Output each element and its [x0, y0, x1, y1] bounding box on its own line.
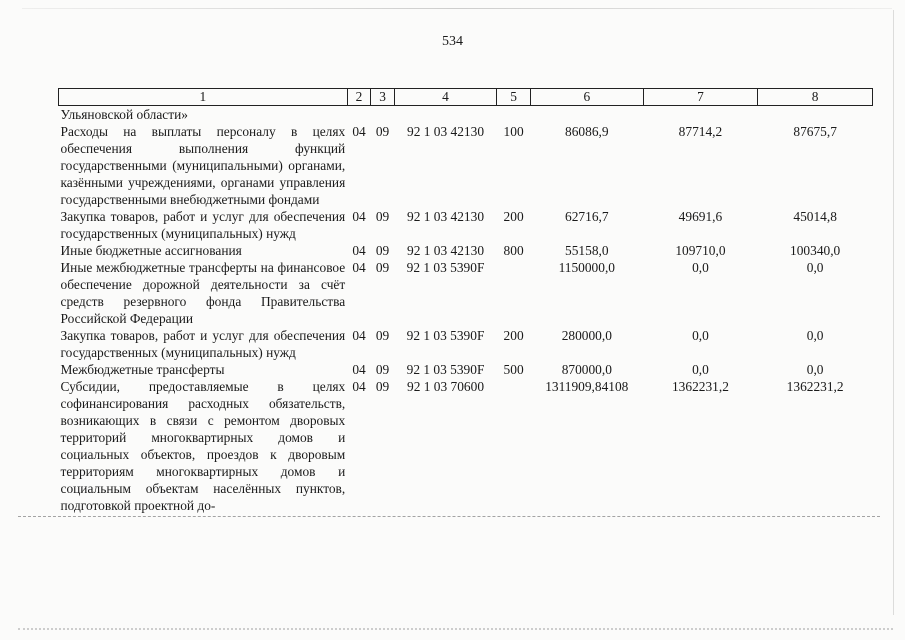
- table-row: [59, 378, 873, 514]
- amount-year2-cell: [643, 106, 758, 124]
- amount-year3-cell: 0,0: [806, 260, 824, 275]
- column-header: 3: [371, 89, 395, 106]
- amount-year3-cell: 87675,7: [793, 124, 837, 139]
- section-code-cell: 04: [352, 209, 366, 224]
- amount-year1-cell: 55158,0: [565, 243, 609, 258]
- column-header: 5: [497, 89, 531, 106]
- subsection-code-cell: [371, 106, 395, 124]
- target-article-cell: 92 1 03 5390F: [406, 260, 485, 275]
- row-name-cell: Расходы на выплаты персоналу в целях обеспечения выполнения функций государственными (муниципальными) органами, казёнными учреждениями, органами управления государственными внебюджетными фондами: [60, 124, 346, 207]
- expense-type-cell: 100: [503, 124, 524, 139]
- subsection-code-cell: 09: [375, 328, 390, 343]
- amount-year2-cell: 109710,0: [675, 243, 726, 258]
- table-row: [59, 361, 873, 378]
- section-code-cell: 04: [352, 328, 366, 343]
- row-name-cell: Иные межбюджетные трансферты на финансовое обеспечение дорожной деятельности за счёт средств резервного фонда Правительства Российской Федерации: [60, 260, 346, 326]
- table-row: [59, 123, 873, 208]
- amount-year1-cell: 870000,0: [561, 362, 612, 377]
- scan-edge-right: [893, 10, 894, 615]
- expense-type-cell: [497, 106, 531, 124]
- row-name-cell: Закупка товаров, работ и услуг для обеспечения государственных (муниципальных) нужд: [60, 209, 346, 241]
- amount-year1-cell: 86086,9: [565, 124, 609, 139]
- target-article-cell: 92 1 03 42130: [407, 209, 485, 224]
- subsection-code-cell: 09: [375, 379, 390, 394]
- table-row: [59, 242, 873, 259]
- amount-year3-cell: 100340,0: [790, 243, 841, 258]
- column-header: 2: [347, 89, 371, 106]
- page-number: 534: [442, 34, 463, 49]
- subsection-code-cell: 09: [375, 243, 390, 258]
- subsection-code-cell: 09: [375, 209, 390, 224]
- header-row: [59, 89, 873, 106]
- scan-edge-top: [22, 8, 892, 9]
- row-name-cell: Закупка товаров, работ и услуг для обеспечения государственных (муниципальных) нужд: [60, 328, 346, 360]
- row-name-cell: Ульяновской области»: [60, 107, 188, 122]
- scan-edge-bottom: [18, 628, 893, 630]
- section-code-cell: 04: [352, 243, 366, 258]
- target-article-cell: 92 1 03 42130: [407, 124, 485, 139]
- target-article-cell: 92 1 03 5390F: [406, 362, 485, 377]
- amount-year3-cell: 0,0: [806, 362, 824, 377]
- subsection-code-cell: 09: [375, 124, 390, 139]
- scan-artifact-line: [18, 516, 880, 517]
- amount-year3-cell: 1362231,2: [786, 379, 844, 394]
- target-article-cell: 92 1 03 70600: [407, 379, 485, 394]
- expense-type-cell: 200: [503, 328, 524, 343]
- row-name-cell: Межбюджетные трансферты: [60, 362, 225, 377]
- amount-year3-cell: 45014,8: [793, 209, 837, 224]
- budget-table: [58, 88, 873, 514]
- section-code-cell: 04: [352, 379, 366, 394]
- amount-year1-cell: 280000,0: [561, 328, 612, 343]
- target-article-cell: [394, 106, 496, 124]
- table-row: [59, 208, 873, 242]
- amount-year1-cell: 1311909,84108: [545, 379, 629, 394]
- amount-year3-cell: 0,0: [806, 328, 824, 343]
- amount-year2-cell: 87714,2: [678, 124, 723, 139]
- subsection-code-cell: 09: [375, 260, 390, 275]
- section-code-cell: 04: [352, 260, 366, 275]
- table-row: [59, 327, 873, 361]
- subsection-code-cell: 09: [375, 362, 390, 377]
- column-header: 1: [59, 89, 348, 106]
- column-header: 4: [394, 89, 496, 106]
- amount-year1-cell: 62716,7: [565, 209, 609, 224]
- section-code-cell: 04: [352, 124, 366, 139]
- expense-type-cell: [497, 259, 531, 327]
- column-header: 7: [643, 89, 758, 106]
- amount-year1-cell: 1150000,0: [558, 260, 615, 275]
- target-article-cell: 92 1 03 5390F: [406, 328, 485, 343]
- amount-year2-cell: 0,0: [692, 328, 709, 343]
- section-code-cell: [347, 106, 371, 124]
- expense-type-cell: 500: [503, 362, 524, 377]
- section-code-cell: 04: [352, 362, 366, 377]
- expense-type-cell: 200: [503, 209, 524, 224]
- amount-year2-cell: 49691,6: [678, 209, 723, 224]
- target-article-cell: 92 1 03 42130: [407, 243, 485, 258]
- amount-year2-cell: 0,0: [692, 362, 709, 377]
- amount-year3-cell: [758, 106, 873, 124]
- column-header: 8: [758, 89, 873, 106]
- row-name-cell: Субсидии, предоставляемые в целях софинансирования расходных обязательств, возникающих в связи с ремонтом дворовых территорий многоквартирных домов и социальных объектов, проездов к дворовым территориям многоквартирных домов и социальным объектам населённых пунктов, подготовкой проектной до-: [60, 379, 346, 513]
- table-row: [59, 259, 873, 327]
- table-row: [59, 106, 873, 124]
- row-name-cell: Иные бюджетные ассигнования: [60, 243, 242, 258]
- expense-type-cell: [497, 378, 531, 514]
- amount-year2-cell: 0,0: [692, 260, 709, 275]
- expense-type-cell: 800: [503, 243, 524, 258]
- column-header: 6: [530, 89, 643, 106]
- table-body: [59, 106, 873, 515]
- amount-year2-cell: 1362231,2: [671, 379, 729, 394]
- amount-year1-cell: [530, 106, 643, 124]
